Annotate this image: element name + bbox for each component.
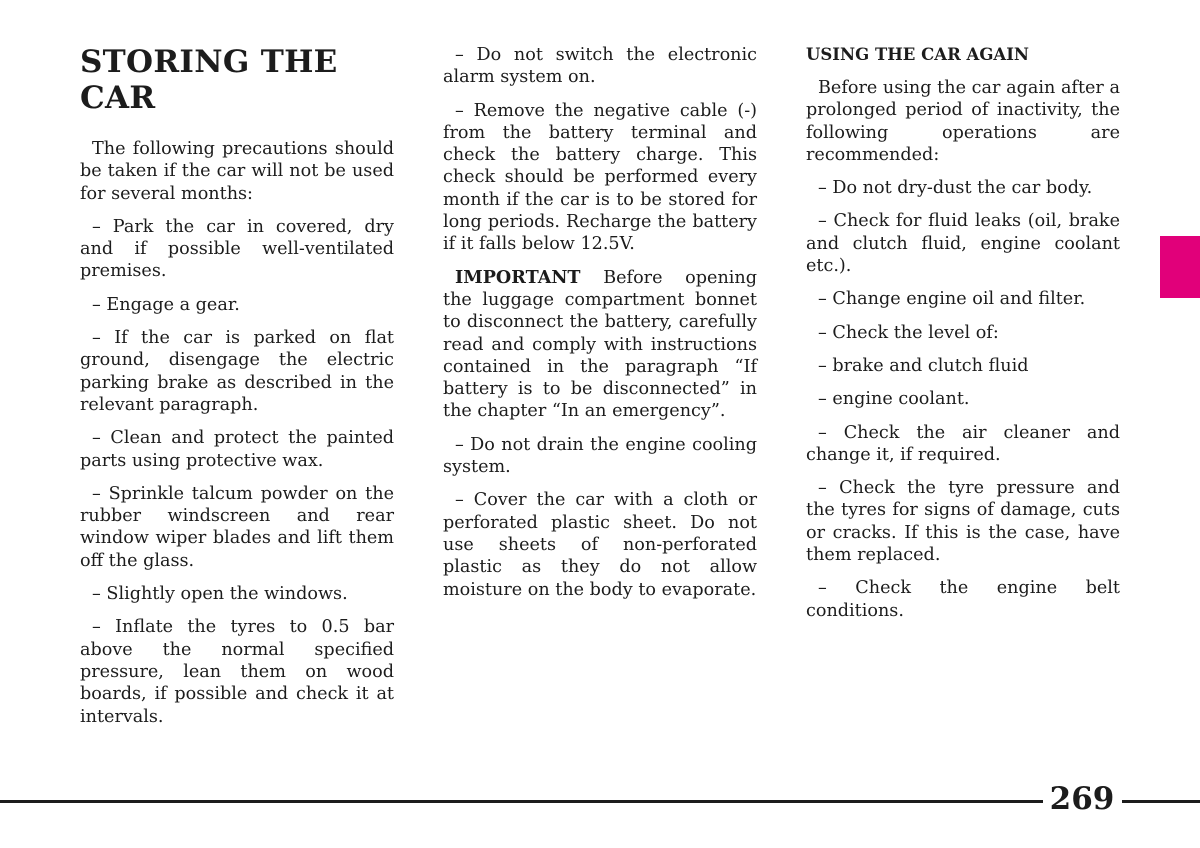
paragraph: – Do not drain the engine cooling system. [443, 434, 757, 478]
important-label: IMPORTANT [455, 266, 581, 288]
paragraph: Before using the car again after a prolonged period of inactivity, the following operations are recommended: [806, 78, 1120, 165]
paragraph: – Park the car in covered, dry and if possible well-ventilated premises. [80, 216, 394, 282]
paragraph: – Cover the car with a cloth or perforated plastic sheet. Do not use sheets of non-perforated plastic as they do not allow moisture on the body to evaporate. [443, 490, 757, 600]
column-left [80, 44, 394, 739]
paragraph: – Sprinkle talcum powder on the rubber windscreen and rear window wiper blades and lift them off the glass. [80, 483, 394, 571]
page-number: 269 [1049, 781, 1115, 817]
important-note [443, 267, 757, 423]
footer-rule-left [0, 800, 1043, 803]
paragraph: – If the car is parked on flat ground, disengage the electric parking brake as described in the relevant paragraph. [80, 328, 394, 415]
paragraph: – engine coolant. [818, 389, 970, 410]
paragraph: – Change engine oil and filter. [818, 289, 1086, 310]
paragraph: – Clean and protect the painted parts using protective wax. [80, 428, 394, 471]
section-tab-marker [1160, 236, 1200, 298]
paragraph: – Inflate the tyres to 0.5 bar above the normal specified pressure, lean them on wood boards, if possible and check it at intervals. [80, 617, 394, 727]
column-middle [443, 44, 757, 612]
paragraph: – Remove the negative cable (-) from the battery terminal and check the battery charge. This check should be performed every month if the car is to be stored for long periods. Recharge the battery if it falls below 12.5V. [443, 100, 757, 255]
paragraph: – Check the engine belt conditions. [806, 578, 1120, 621]
paragraph: – Do not switch the electronic alarm system on. [443, 45, 757, 88]
column-right [806, 44, 1120, 633]
paragraph: – Engage a gear. [92, 294, 240, 315]
paragraph: – Check the level of: [818, 322, 999, 343]
page-title: STORING THE CAR [80, 44, 338, 116]
paragraph: – brake and clutch fluid [818, 355, 1029, 376]
paragraph: The following precautions should be taken if the car will not be used for several months: [80, 139, 394, 204]
paragraph: – Slightly open the windows. [92, 584, 348, 605]
paragraph: – Check for fluid leaks (oil, brake and clutch fluid, engine coolant etc.). [806, 211, 1120, 277]
important-text: Before opening the luggage compartment bonnet to disconnect the battery, carefully read and comply with instructions contained in the paragraph “If battery is to be disconnected” in the chapter “In an emergency”. [443, 267, 757, 422]
section-heading: USING THE CAR AGAIN [806, 45, 1030, 64]
paragraph: – Check the air cleaner and change it, if required. [806, 422, 1120, 465]
footer-rule-right [1122, 800, 1200, 803]
paragraph: – Do not dry-dust the car body. [818, 178, 1093, 199]
paragraph: – Check the tyre pressure and the tyres for signs of damage, cuts or cracks. If this is the case, have them replaced. [806, 478, 1120, 566]
